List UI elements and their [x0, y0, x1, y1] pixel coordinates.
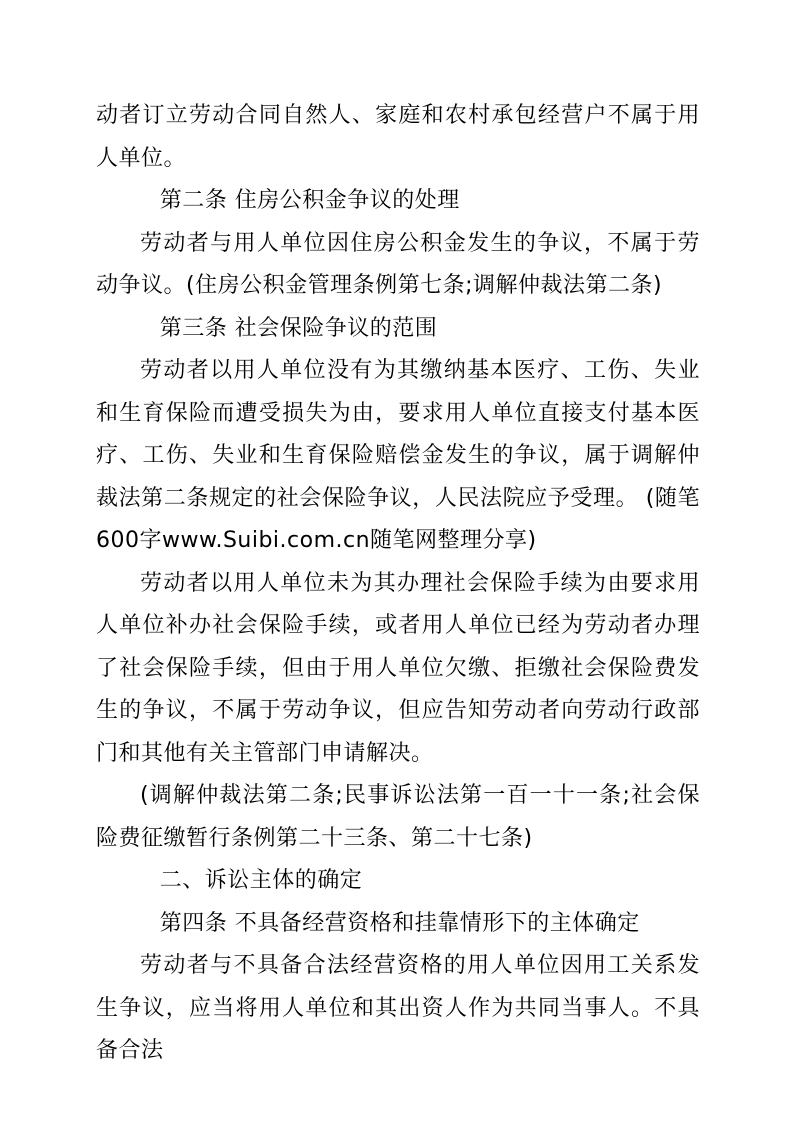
paragraph-citation: (调解仲裁法第二条;民事诉讼法第一百一十一条;社会保险费征缴暂行条例第二十三条、第二十七条): [96, 783, 700, 851]
paragraph: 劳动者以用人单位未为其办理社会保险手续为由要求用人单位补办社会保险手续，或者用人单位已经为劳动者办理了社会保险手续，但由于用人单位欠缴、拒缴社会保险费发生的争议，不属于劳动争议，但应告知劳动者向劳动行政部门和其他有关主管部门申请解决。: [96, 570, 700, 766]
article-heading-2: 第二条 住房公积金争议的处理: [159, 188, 460, 213]
paragraph: 劳动者与用人单位因住房公积金发生的争议，不属于劳动争议。(住房公积金管理条例第七条;调解仲裁法第二条): [96, 230, 700, 298]
paragraph: 劳动者以用人单位没有为其缴纳基本医疗、工伤、失业和生育保险而遭受损失为由，要求用人单位直接支付基本医疗、工伤、失业和生育保险赔偿金发生的争议，属于调解仲裁法第二条规定的社会保险争议，人民法院应予受理。 (随笔600字www.Suibi.com.cn随笔网整理分享): [96, 358, 701, 553]
article-heading-4: 第四条 不具备经营资格和挂靠情形下的主体确定: [159, 910, 640, 936]
article-heading-3: 第三条 社会保险争议的范围: [159, 315, 438, 341]
paragraph: 劳动者与不具备合法经营资格的用人单位因用工关系发生争议，应当将用人单位和其出资人作为共同当事人。不具备合法: [96, 953, 700, 1063]
section-heading: 二、诉讼主体的确定: [159, 868, 363, 893]
document-body: [96, 95, 700, 1073]
paragraph-continuation: 动者订立劳动合同自然人、家庭和农村承包经营户不属于用人单位。: [96, 103, 700, 171]
